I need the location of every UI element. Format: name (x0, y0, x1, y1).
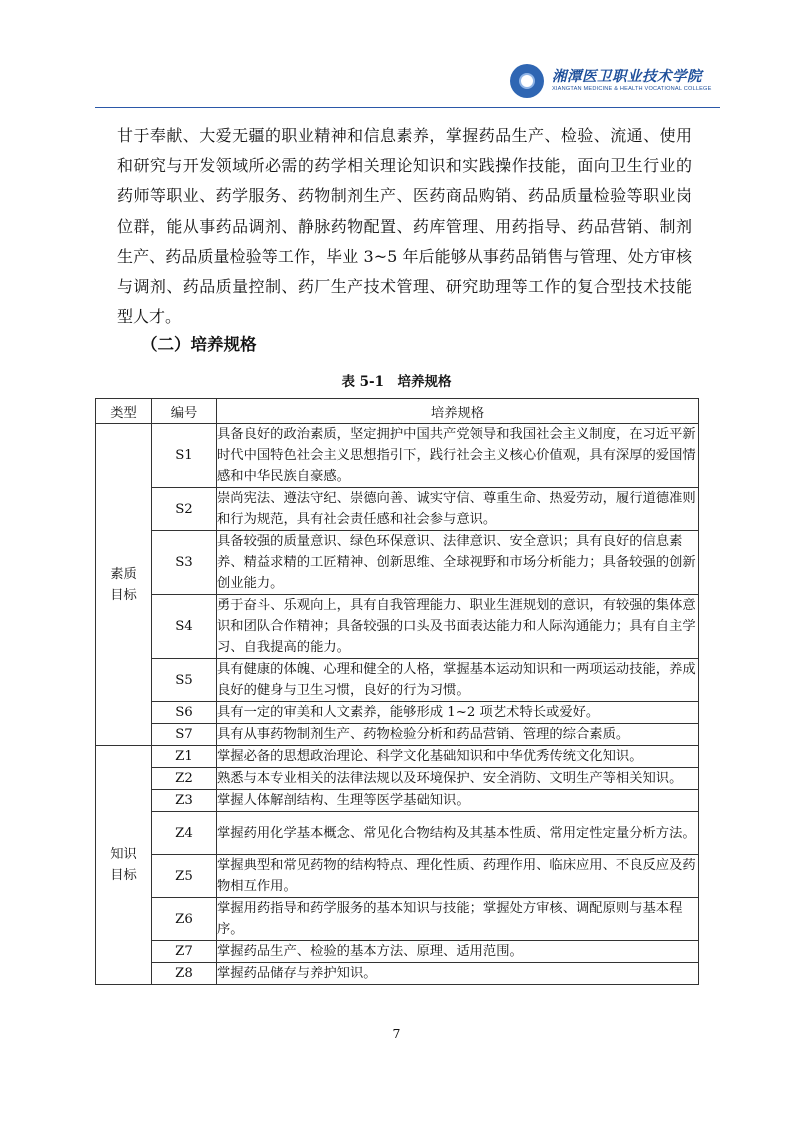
code-cell: S3 (152, 531, 217, 595)
spec-cell: 掌握必备的思想政治理论、科学文化基础知识和中华优秀传统文化知识。 (217, 746, 699, 768)
code-cell: Z6 (152, 898, 217, 941)
spec-cell: 具有健康的体魄、心理和健全的人格，掌握基本运动知识和一两项运动技能，养成良好的健身与卫生习惯，良好的行为习惯。 (217, 659, 699, 702)
school-name-en: XIANGTAN MEDICINE & HEALTH VOCATIONAL COLLEGE (552, 86, 712, 92)
code-cell: S2 (152, 488, 217, 531)
table-row (96, 812, 699, 855)
page-header (510, 62, 720, 102)
code-cell: Z2 (152, 768, 217, 790)
table-row (96, 724, 699, 746)
header-code: 编号 (152, 399, 217, 424)
table-header-row (96, 399, 699, 424)
table-row (96, 855, 699, 898)
spec-cell: 掌握人体解剖结构、生理等医学基础知识。 (217, 790, 699, 812)
table-row (96, 963, 699, 985)
spec-cell: 具有从事药物制剂生产、药物检验分析和药品营销、管理的综合素质。 (217, 724, 699, 746)
intro-paragraph: 甘于奉献、大爱无疆的职业精神和信息素养，掌握药品生产、检验、流通、使用和研究与开发领域所必需的药学相关理论知识和实践操作技能，面向卫生行业的药师等职业、药学服务、药物制剂生产、医药商品购销、药品质量检验等职业岗位群，能从事药品调剂、静脉药物配置、药库管理、用药指导、药品营销、制剂生产、药品质量检验等工作，毕业 3~5 年后能够从事药品销售与管理、处方审核与调剂、药品质量控制、药厂生产技术管理、研究助理等工作的复合型技术技能型人才。 (117, 126, 692, 327)
header-divider (95, 107, 720, 108)
spec-cell: 具备良好的政治素质，坚定拥护中国共产党领导和我国社会主义制度，在习近平新时代中国特色社会主义思想指引下，践行社会主义核心价值观，具有深厚的爱国情感和中华民族自豪感。 (217, 424, 699, 488)
type-label-line2: 目标 (110, 587, 137, 603)
spec-cell: 掌握药用化学基本概念、常见化合物结构及其基本性质、常用定性定量分析方法。 (217, 812, 699, 855)
table-row (96, 531, 699, 595)
spec-cell: 掌握药品生产、检验的基本方法、原理、适用范围。 (217, 941, 699, 963)
school-name-cn: 湘潭医卫职业技术学院 (552, 68, 702, 85)
code-cell: S7 (152, 724, 217, 746)
table-row (96, 424, 699, 488)
code-cell: S5 (152, 659, 217, 702)
type-label-line1: 知识 (110, 847, 137, 862)
spec-cell: 熟悉与本专业相关的法律法规以及环境保护、安全消防、文明生产等相关知识。 (217, 768, 699, 790)
code-cell: S4 (152, 595, 217, 659)
table-row (96, 746, 699, 768)
spec-cell: 掌握典型和常见药物的结构特点、理化性质、药理作用、临床应用、不良反应及药物相互作用。 (217, 855, 699, 898)
code-cell: S6 (152, 702, 217, 724)
spec-cell: 掌握用药指导和药学服务的基本知识与技能；掌握处方审核、调配原则与基本程序。 (217, 898, 699, 941)
school-logo-icon (510, 64, 544, 98)
section-heading: （二）培养规格 (141, 335, 257, 354)
spec-cell: 具有一定的审美和人文素养，能够形成 1~2 项艺术特长或爱好。 (217, 702, 699, 724)
code-cell: Z1 (152, 746, 217, 768)
spec-cell: 掌握药品储存与养护知识。 (217, 963, 699, 985)
training-spec-table (95, 398, 699, 985)
table-row (96, 488, 699, 531)
table-row (96, 595, 699, 659)
body-text (117, 121, 692, 332)
spec-cell: 崇尚宪法、遵法守纪、崇德向善、诚实守信、尊重生命、热爱劳动，履行道德准则和行为规范，具有社会责任感和社会参与意识。 (217, 488, 699, 531)
table-row (96, 790, 699, 812)
spec-cell: 具备较强的质量意识、绿色环保意识、法律意识、安全意识；具有良好的信息素养、精益求精的工匠精神、创新思维、全球视野和市场分析能力；具备较强的创新创业能力。 (217, 531, 699, 595)
table-row (96, 659, 699, 702)
header-spec: 培养规格 (217, 399, 699, 424)
table-row (96, 702, 699, 724)
type-label-line2: 目标 (110, 868, 137, 883)
table-caption: 表 5-1 培养规格 (341, 374, 452, 390)
code-cell: Z3 (152, 790, 217, 812)
type-cell-quality (96, 424, 152, 746)
code-cell: Z5 (152, 855, 217, 898)
page-number: 7 (392, 1026, 401, 1041)
table-row (96, 941, 699, 963)
table-row (96, 768, 699, 790)
spec-cell: 勇于奋斗、乐观向上，具有自我管理能力、职业生涯规划的意识，有较强的集体意识和团队合作精神；具备较强的口头及书面表达能力和人际沟通能力；具有自主学习、自我提高的能力。 (217, 595, 699, 659)
code-cell: Z7 (152, 941, 217, 963)
code-cell: Z8 (152, 963, 217, 985)
type-cell-knowledge (96, 746, 152, 985)
code-cell: Z4 (152, 812, 217, 855)
type-label-line1: 素质 (110, 566, 137, 582)
code-cell: S1 (152, 424, 217, 488)
table-row (96, 898, 699, 941)
header-type: 类型 (96, 399, 152, 424)
